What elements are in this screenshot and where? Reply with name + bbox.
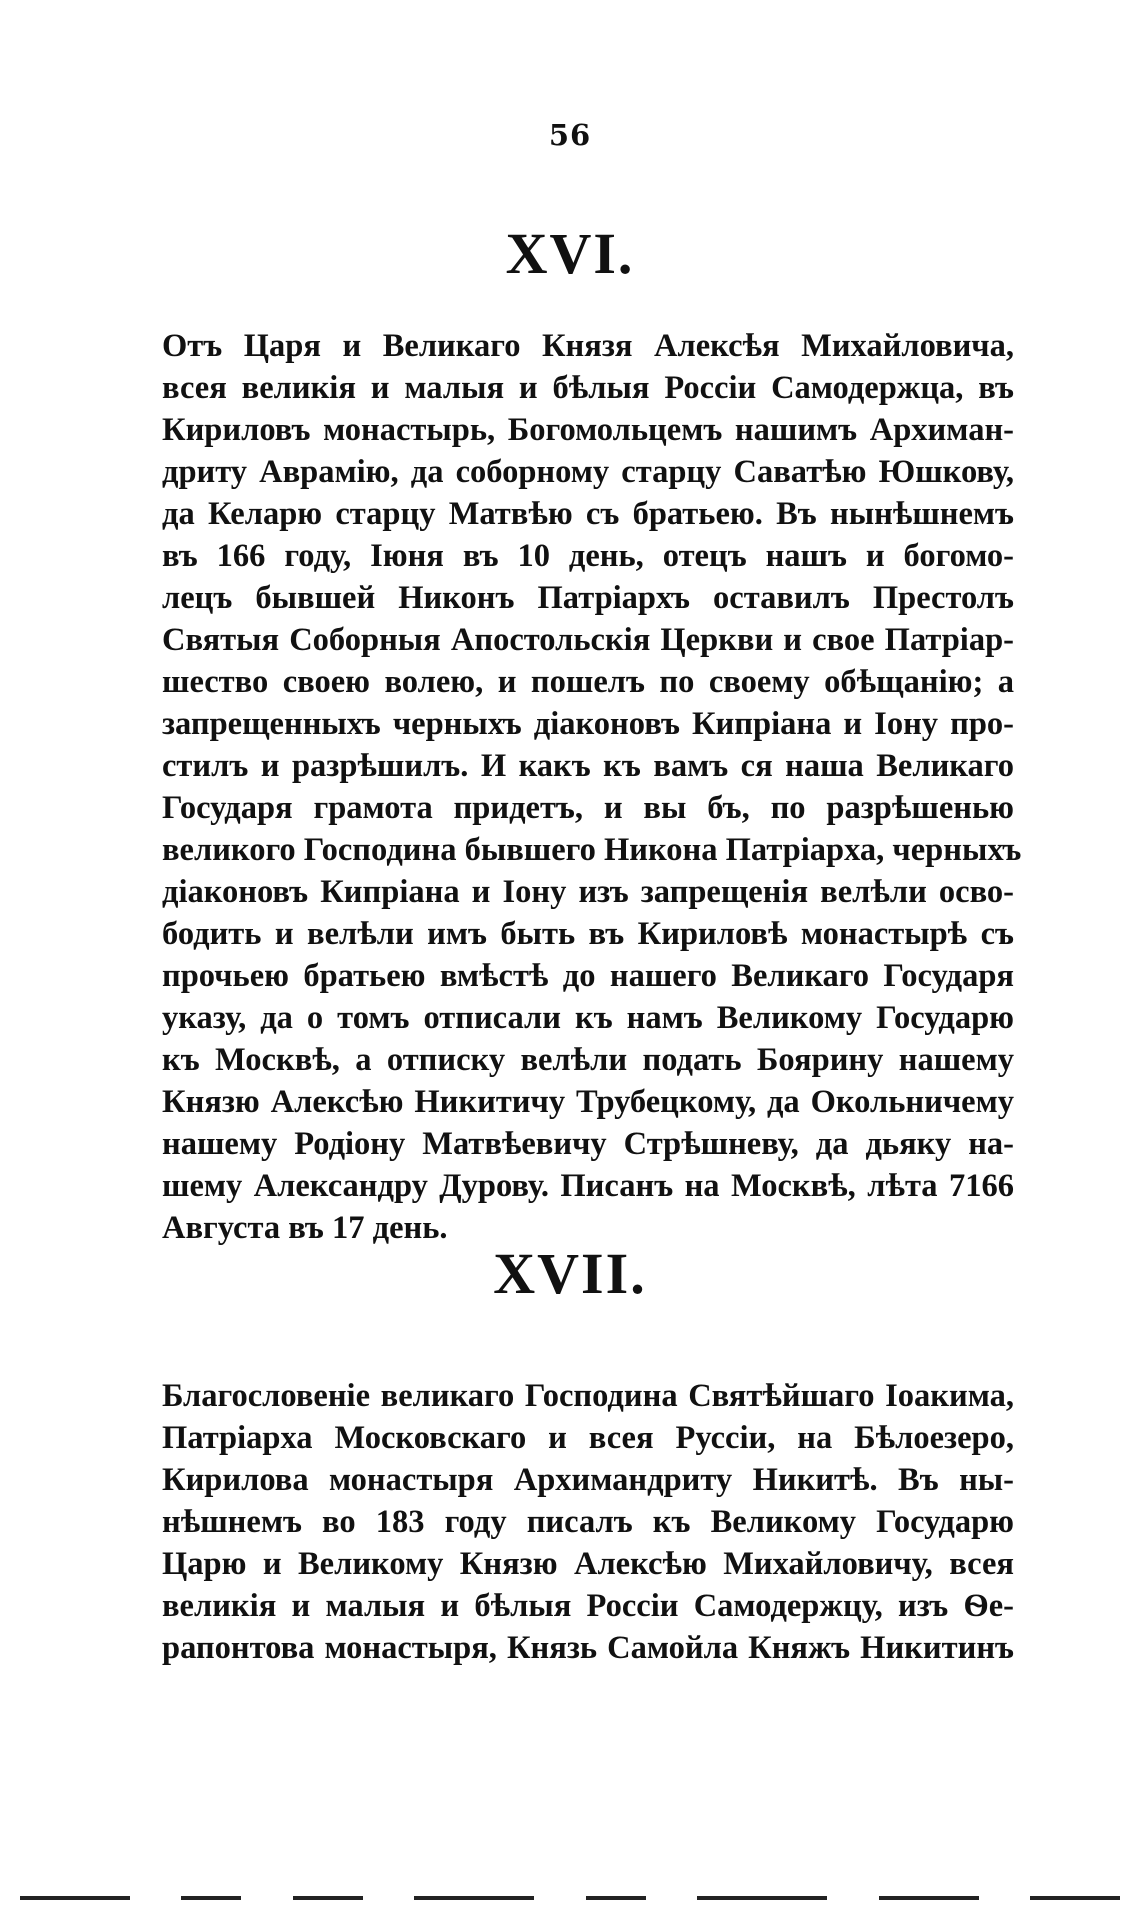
text-line: прочьею братьею вмѣстѣ до нашего Великаго Государя — [162, 958, 1014, 994]
section-text-xvii — [162, 1375, 1014, 1669]
text-line: дриту Аврамію, да соборному старцу Саватѣю Юшкову, — [162, 454, 1014, 490]
text-line: Кириловъ монастырь, Богомольцемъ нашимъ Архиман- — [162, 412, 1014, 448]
text-line: Государя грамота придетъ, и вы бъ, по разрѣшенью — [162, 790, 1014, 826]
rule-segment — [586, 1896, 646, 1900]
rule-segment — [20, 1896, 130, 1900]
text-line: Кирилова монастыря Архимандриту Никитѣ. Въ ны- — [162, 1462, 1014, 1498]
text-line: Благословеніе великаго Господина Святѣйшаго Іоакима, — [162, 1378, 1014, 1414]
text-line: бодить и велѣли имъ быть въ Кириловѣ монастырѣ съ — [162, 916, 1014, 952]
text-line: да Келарю старцу Матвѣю съ братьею. Въ нынѣшнемъ — [162, 496, 1014, 532]
text-line: Патріарха Московскаго и всея Руссіи, на Бѣлоезеро, — [162, 1420, 1014, 1456]
text-line: великія и малыя и бѣлыя Россіи Самодержцу, изъ Ѳе- — [162, 1588, 1014, 1624]
text-line: нашему Родіону Матвѣевичу Стрѣшневу, да дьяку на- — [162, 1126, 1014, 1162]
text-line: великого Господина бывшего Никона Патріарха, черныхъ — [162, 832, 1022, 868]
text-line: Святыя Соборныя Апостольскія Церкви и свое Патріар- — [162, 622, 1014, 658]
text-line: стилъ и разрѣшилъ. И какъ къ вамъ ся наша Великаго — [162, 748, 1014, 784]
section-text-xvi — [162, 325, 1022, 1249]
rule-segment — [879, 1896, 979, 1900]
rule-segment — [181, 1896, 241, 1900]
text-line: всея великія и малыя и бѣлыя Россіи Самодержца, въ — [162, 370, 1014, 406]
rule-segment — [1030, 1896, 1120, 1900]
rule-segment — [697, 1896, 827, 1900]
text-line: Князю Алексѣю Никитичу Трубецкому, да Окольничему — [162, 1084, 1014, 1120]
text-line: къ Москвѣ, а отписку велѣли подать Боярину нашему — [162, 1042, 1014, 1078]
page-number: 56 — [548, 118, 592, 152]
text-line: лецъ бывшей Никонъ Патріархъ оставилъ Престолъ — [162, 580, 1014, 616]
text-line: Августа въ 17 день. — [162, 1210, 448, 1246]
text-line: нѣшнемъ во 183 году писалъ къ Великому Государю — [162, 1504, 1014, 1540]
bottom-scan-rule — [20, 1896, 1120, 1902]
rule-segment — [414, 1896, 534, 1900]
text-line: указу, да о томъ отписали къ намъ Великому Государю — [162, 1000, 1014, 1036]
text-line: Отъ Царя и Великаго Князя Алексѣя Михайловича, — [162, 328, 1014, 364]
rule-segment — [293, 1896, 363, 1900]
text-line: Царю и Великому Князю Алексѣю Михайловичу, всея — [162, 1546, 1014, 1582]
text-line: запрещенныхъ черныхъ діаконовъ Кипріана и Іону про- — [162, 706, 1014, 742]
text-line: діаконовъ Кипріана и Іону изъ запрещенія велѣли осво- — [162, 874, 1014, 910]
text-line: шему Александру Дурову. Писанъ на Москвѣ, лѣта 7166 — [162, 1168, 1014, 1204]
text-line: шество своею волею, и пошелъ по своему обѣщанію; а — [162, 664, 1014, 700]
text-line: рапонтова монастыря, Князь Самойла Княжъ Никитинъ — [162, 1630, 1014, 1666]
section-heading-xvii: XVII. — [493, 1241, 647, 1306]
text-line: въ 166 году, Іюня въ 10 день, отецъ нашъ и богомо- — [162, 538, 1014, 574]
section-heading-xvi: XVI. — [505, 221, 635, 286]
